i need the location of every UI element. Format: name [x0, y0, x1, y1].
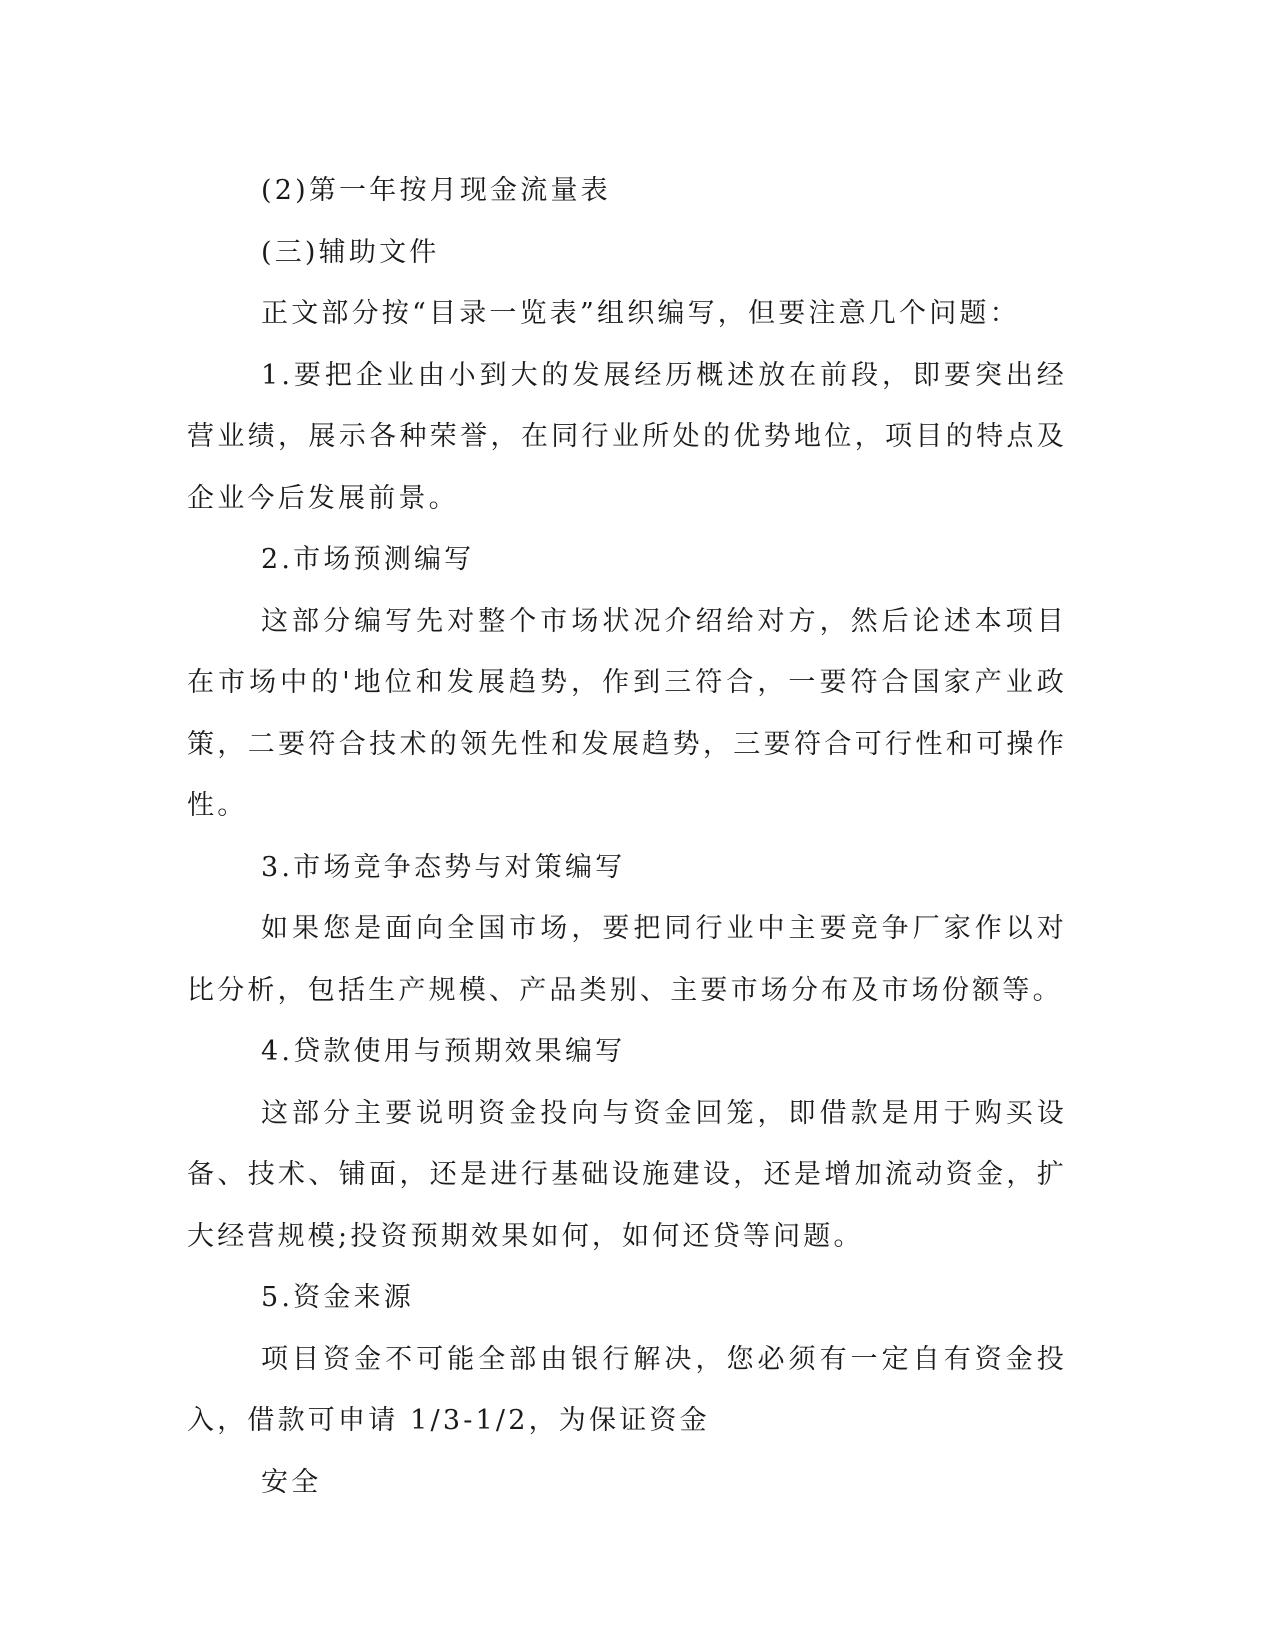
- paragraph-body-intro: 正文部分按“目录一览表”组织编写，但要注意几个问题：: [261, 298, 1020, 329]
- heading-market-forecast: 2.市场预测编写: [261, 544, 475, 575]
- paragraph-fund-source: 项目资金不可能全部由银行解决，您必须有一定自有资金投入，借款可申请 1/3-1/2，为保证资金: [187, 1343, 1067, 1436]
- document-body: [187, 160, 1067, 1513]
- paragraph-market-forecast: 这部分编写先对整个市场状况介绍给对方，然后论述本项目在市场中的'地位和发展趋势，作到三符合，一要符合国家产业政策，二要符合技术的领先性和发展趋势，三要符合可行性和可操作性。: [187, 605, 1067, 821]
- paragraph-cash-flow-table: (2)第一年按月现金流量表: [261, 175, 611, 206]
- paragraph-point-1: 1.要把企业由小到大的发展经历概述放在前段，即要突出经营业绩，展示各种荣誉，在同行业所处的优势地位，项目的特点及企业今后发展前景。: [187, 359, 1067, 514]
- heading-loan-usage: 4.贷款使用与预期效果编写: [261, 1036, 626, 1067]
- paragraph-loan-usage: 这部分主要说明资金投向与资金回笼，即借款是用于购买设备、技术、铺面，还是进行基础设施建设，还是增加流动资金，扩大经营规模;投资预期效果如何，如何还贷等问题。: [187, 1097, 1067, 1252]
- heading-competition: 3.市场竞争态势与对策编写: [261, 851, 626, 883]
- heading-fund-source: 5.资金来源: [261, 1282, 414, 1313]
- paragraph-auxiliary-files: (三)辅助文件: [261, 236, 440, 268]
- paragraph-safety: 安全: [261, 1466, 322, 1498]
- paragraph-competition: 如果您是面向全国市场，要把同行业中主要竞争厂家作以对比分析，包括生产规模、产品类别、主要市场分布及市场份额等。: [187, 913, 1067, 1006]
